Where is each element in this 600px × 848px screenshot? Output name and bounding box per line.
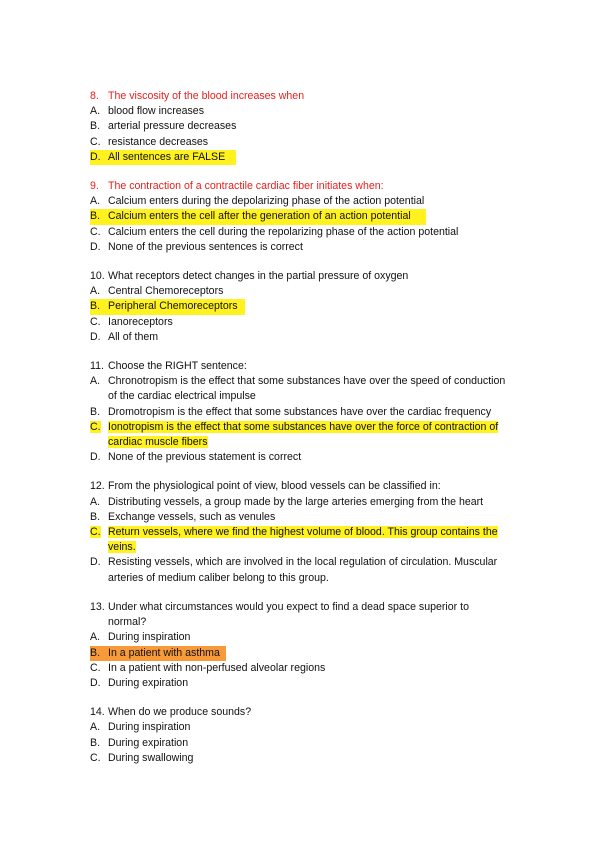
option-b-answer <box>90 646 226 661</box>
option-letter: C. <box>90 751 101 764</box>
option-text: arterial pressure decreases <box>108 120 237 133</box>
question-text <box>90 705 530 720</box>
option-text: In a patient with asthma <box>108 646 226 661</box>
option-text: Dromotropism is the effect that some substances have over the cardiac frequency <box>108 405 492 418</box>
option-text-line2: arteries of medium caliber belong to this group. <box>108 571 329 584</box>
option-letter: A. <box>90 721 101 734</box>
option-letter: B. <box>90 299 108 314</box>
option-letter: B. <box>90 510 101 523</box>
question-text <box>90 479 530 494</box>
option-a <box>90 194 530 209</box>
option-text: Calcium enters the cell during the repolarizing phase of the action potential <box>108 225 459 238</box>
option-letter: B. <box>90 736 101 749</box>
option-b <box>90 405 530 420</box>
option-letter: B. <box>90 120 101 133</box>
option-letter: C. <box>90 661 101 674</box>
option-d-answer <box>90 150 236 165</box>
option-text: None of the previous sentences is correct <box>108 240 303 253</box>
question-number: 11. <box>90 360 104 373</box>
option-text-line2: cardiac muscle fibers <box>108 436 208 449</box>
option-a <box>90 284 530 299</box>
option-c-answer <box>90 420 530 450</box>
option-letter: B. <box>90 209 108 224</box>
option-text-line1: Resisting vessels, which are involved in the local regulation of circulation. Muscular <box>108 556 498 569</box>
question-stem: What receptors detect changes in the partial pressure of oxygen <box>108 270 409 283</box>
option-text: In a patient with non-perfused alveolar regions <box>108 661 326 674</box>
question-8 <box>90 89 530 165</box>
option-text-line1: Ionotropism is the effect that some substances have over the force of contraction of <box>108 420 499 433</box>
option-b <box>90 510 530 525</box>
option-text: None of the previous statement is correct <box>108 451 302 464</box>
option-d <box>90 555 530 585</box>
option-d <box>90 330 530 345</box>
option-letter: A. <box>90 495 101 508</box>
option-letter: C. <box>90 135 101 148</box>
option-text: Central Chemoreceptors <box>108 285 224 298</box>
question-stem: The viscosity of the blood increases when <box>108 90 305 102</box>
question-stem: The contraction of a contractile cardiac fiber initiates when: <box>108 180 384 193</box>
option-letter: A. <box>90 105 101 118</box>
question-text <box>90 269 530 284</box>
option-text: During swallowing <box>108 751 194 764</box>
option-text: resistance decreases <box>108 135 209 148</box>
option-letter: B. <box>90 405 101 418</box>
question-stem-line1: Under what circumstances would you expect to find a dead space superior to <box>108 600 469 613</box>
option-letter: C. <box>90 225 101 238</box>
option-b <box>90 736 530 751</box>
question-number: 9. <box>90 180 99 193</box>
option-letter: C. <box>90 315 101 328</box>
option-text: During inspiration <box>108 721 191 734</box>
option-text-line2: veins. <box>108 541 136 554</box>
option-c <box>90 751 530 766</box>
option-text: Distributing vessels, a group made by the large arteries emerging from the heart <box>108 495 484 508</box>
question-list <box>90 89 530 780</box>
option-text: Ianoreceptors <box>108 315 173 328</box>
option-c <box>90 225 530 240</box>
question-stem: When do we produce sounds? <box>108 706 252 719</box>
option-letter: A. <box>90 631 101 644</box>
question-14 <box>90 705 530 766</box>
question-text <box>90 359 530 374</box>
question-stem-line2: normal? <box>108 616 147 629</box>
option-a <box>90 104 530 119</box>
option-text: Calcium enters the cell after the generation of an action potential <box>108 209 426 224</box>
option-a <box>90 720 530 735</box>
option-text: Exchange vessels, such as venules <box>108 510 276 523</box>
option-d <box>90 240 530 255</box>
option-c <box>90 135 530 150</box>
option-a <box>90 630 530 645</box>
option-text: During expiration <box>108 676 189 689</box>
option-letter: B. <box>90 646 108 661</box>
option-letter: D. <box>90 676 101 689</box>
option-c-answer <box>90 525 530 555</box>
question-number: 10. <box>90 270 105 283</box>
option-letter: D. <box>90 240 101 253</box>
option-text: All sentences are FALSE <box>108 150 236 165</box>
option-text: Peripheral Chemoreceptors <box>108 299 245 314</box>
question-stem: Choose the RIGHT sentence: <box>108 360 247 373</box>
option-text: All of them <box>108 330 159 343</box>
option-text: blood flow increases <box>108 105 204 118</box>
question-number: 13. <box>90 600 105 613</box>
question-10 <box>90 269 530 345</box>
option-d <box>90 450 530 465</box>
option-text: During expiration <box>108 736 189 749</box>
option-text-line1: Chronotropism is the effect that some substances have over the speed of conduction <box>108 375 506 388</box>
question-9 <box>90 179 530 255</box>
question-number: 12. <box>90 480 105 493</box>
option-c <box>90 661 530 676</box>
option-b-answer <box>90 299 245 314</box>
question-11 <box>90 359 530 465</box>
question-text <box>90 600 530 630</box>
option-text-line2: of the cardiac electrical impulse <box>108 390 256 403</box>
option-letter: D. <box>90 330 101 343</box>
option-a <box>90 374 530 404</box>
option-letter: A. <box>90 195 101 208</box>
option-b <box>90 119 530 134</box>
question-12 <box>90 479 530 585</box>
option-letter: D. <box>90 150 108 165</box>
question-stem: From the physiological point of view, blood vessels can be classified in: <box>108 480 441 493</box>
question-number: 14. <box>90 706 105 719</box>
option-c <box>90 315 530 330</box>
option-letter: D. <box>90 556 101 569</box>
option-d <box>90 676 530 691</box>
option-letter: D. <box>90 451 101 464</box>
option-letter: C. <box>90 420 101 433</box>
question-13 <box>90 600 530 691</box>
option-text: During inspiration <box>108 631 191 644</box>
option-b-answer <box>90 209 426 224</box>
question-text <box>90 179 530 194</box>
option-letter: A. <box>90 285 101 298</box>
option-letter: C. <box>90 526 101 539</box>
question-text <box>90 89 530 104</box>
option-text: Calcium enters during the depolarizing phase of the action potential <box>108 195 425 208</box>
option-a <box>90 495 530 510</box>
question-number: 8. <box>90 90 99 102</box>
option-letter: A. <box>90 375 101 388</box>
option-text-line1: Return vessels, where we find the highest volume of blood. This group contains the <box>108 526 498 539</box>
